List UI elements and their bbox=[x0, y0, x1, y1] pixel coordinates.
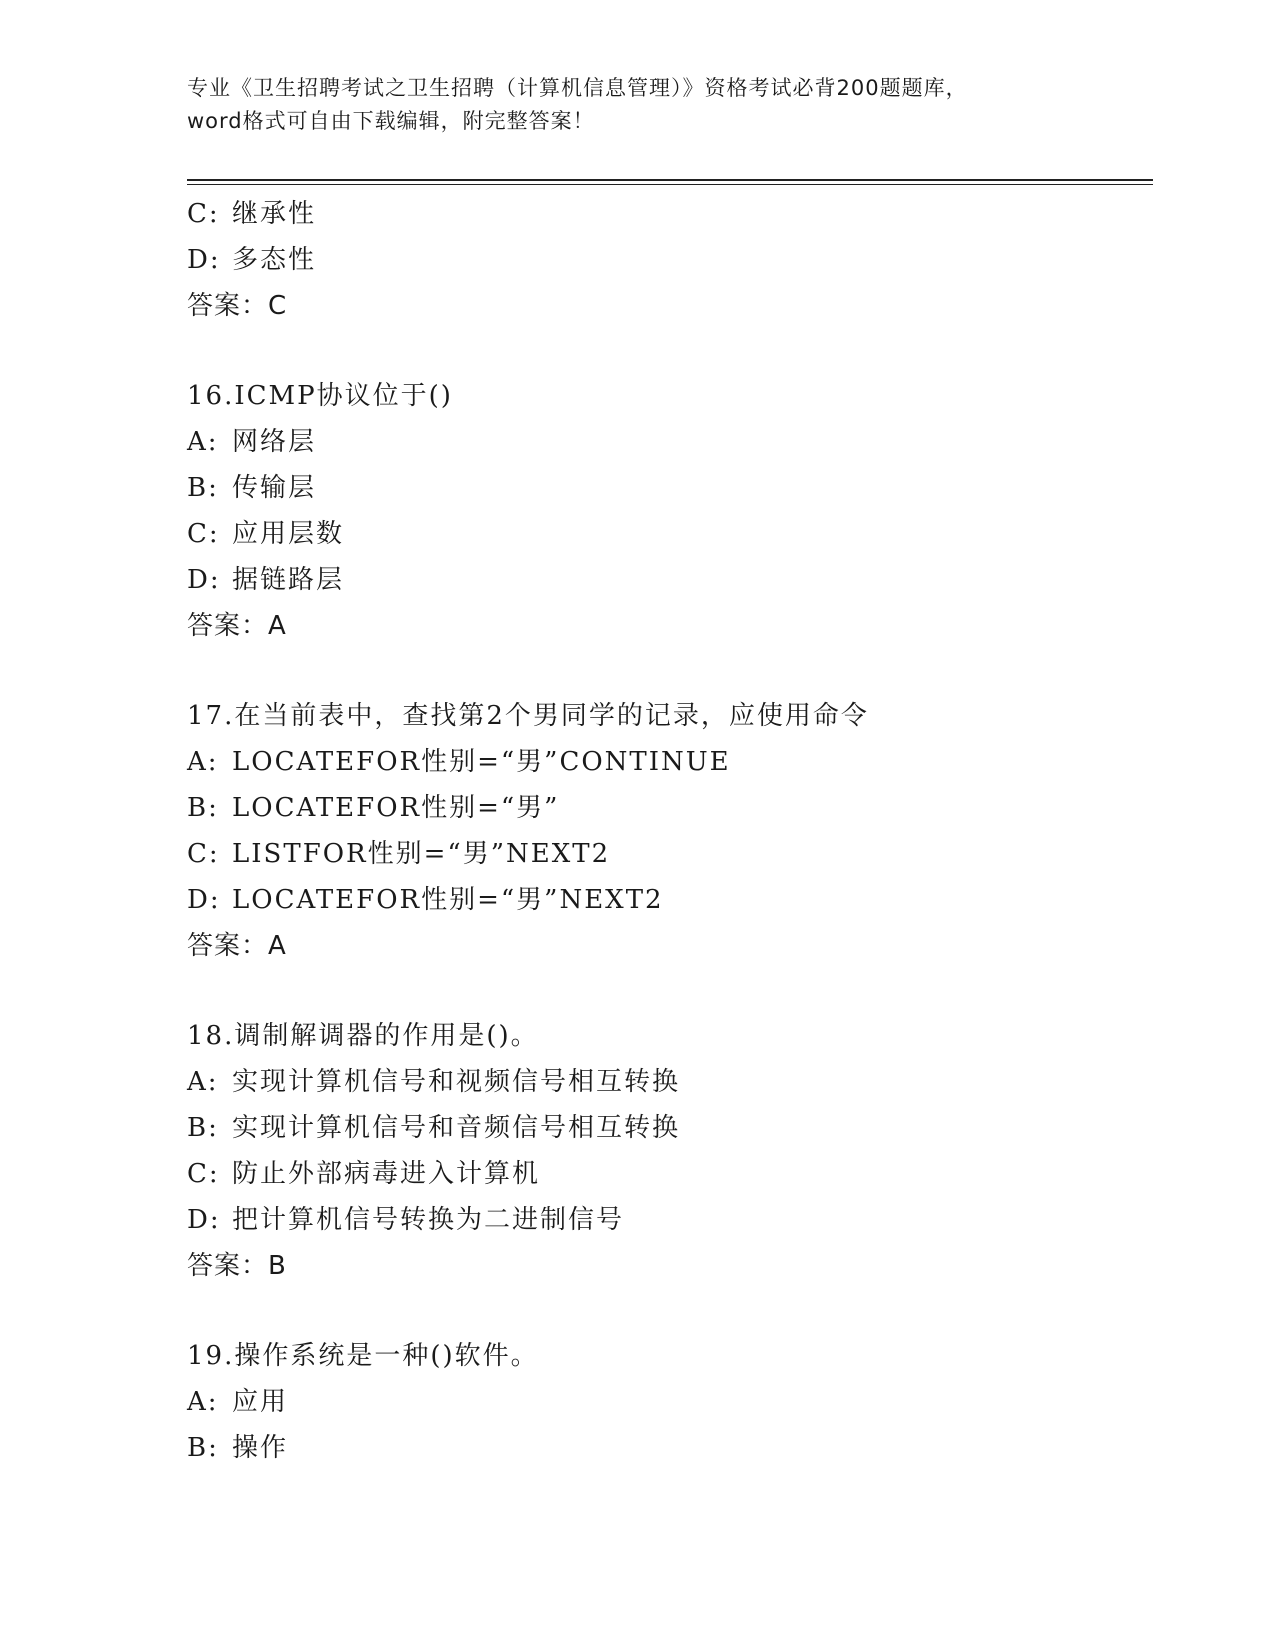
question-text: 16.ICMP协议位于() bbox=[187, 381, 453, 411]
question-list bbox=[187, 191, 1147, 1471]
option-text: 传输层 bbox=[232, 473, 317, 503]
answer-line: 答案：A bbox=[187, 611, 287, 641]
option-b bbox=[187, 1425, 1147, 1471]
option-d bbox=[187, 557, 1147, 603]
option-label: B: bbox=[187, 793, 219, 823]
option-b bbox=[187, 785, 1147, 831]
question-16 bbox=[187, 373, 1147, 649]
option-d bbox=[187, 1197, 1147, 1243]
option-c bbox=[187, 1151, 1147, 1197]
option-text: LOCATEFOR性别=“男” bbox=[232, 793, 560, 823]
question-17 bbox=[187, 693, 1147, 969]
option-text: LOCATEFOR性别=“男”NEXT2 bbox=[232, 885, 664, 915]
option-c bbox=[187, 831, 1147, 877]
option-b bbox=[187, 1105, 1147, 1151]
option-label: A: bbox=[187, 427, 219, 457]
option-label: D: bbox=[187, 565, 221, 595]
option-text: 实现计算机信号和视频信号相互转换 bbox=[232, 1067, 681, 1097]
option-label: B: bbox=[187, 473, 219, 503]
option-text: 应用层数 bbox=[232, 519, 345, 549]
option-label: A: bbox=[187, 1387, 219, 1417]
option-text: LOCATEFOR性别=“男”CONTINUE bbox=[232, 747, 731, 777]
option-c bbox=[187, 191, 1147, 237]
option-a bbox=[187, 739, 1147, 785]
option-label: A: bbox=[187, 747, 219, 777]
option-label: B: bbox=[187, 1433, 219, 1463]
question-text: 17.在当前表中，查找第2个男同学的记录，应使用命令 bbox=[187, 701, 869, 731]
option-b bbox=[187, 465, 1147, 511]
option-text: LISTFOR性别=“男”NEXT2 bbox=[232, 839, 611, 869]
option-d bbox=[187, 237, 1147, 283]
option-label: C: bbox=[187, 519, 220, 549]
option-text: 操作 bbox=[232, 1433, 289, 1463]
option-text: 把计算机信号转换为二进制信号 bbox=[232, 1205, 625, 1235]
option-label: A: bbox=[187, 1067, 219, 1097]
option-text: 多态性 bbox=[232, 245, 317, 275]
option-a bbox=[187, 419, 1147, 465]
header-divider-thick bbox=[187, 179, 1153, 181]
option-text: 网络层 bbox=[232, 427, 317, 457]
option-a bbox=[187, 1379, 1147, 1425]
answer-line: 答案：B bbox=[187, 1251, 287, 1281]
question-19 bbox=[187, 1333, 1147, 1471]
option-label: C: bbox=[187, 839, 220, 869]
question-18 bbox=[187, 1013, 1147, 1289]
question-15 bbox=[187, 191, 1147, 329]
option-label: D: bbox=[187, 1205, 221, 1235]
option-c bbox=[187, 511, 1147, 557]
option-label: C: bbox=[187, 1159, 220, 1189]
question-text: 18.调制解调器的作用是()。 bbox=[187, 1021, 539, 1051]
option-text: 实现计算机信号和音频信号相互转换 bbox=[232, 1113, 681, 1143]
header-line-1: 专业《卫生招聘考试之卫生招聘（计算机信息管理）》资格考试必背200题题库， bbox=[187, 76, 968, 100]
header-line-2: word格式可自由下载编辑，附完整答案！ bbox=[187, 109, 595, 133]
option-label: D: bbox=[187, 245, 221, 275]
option-text: 防止外部病毒进入计算机 bbox=[232, 1159, 541, 1189]
option-text: 据链路层 bbox=[232, 565, 345, 595]
option-label: C: bbox=[187, 199, 220, 229]
document-header bbox=[187, 72, 1087, 138]
option-a bbox=[187, 1059, 1147, 1105]
header-divider-thin bbox=[187, 184, 1153, 185]
option-text: 应用 bbox=[232, 1387, 289, 1417]
option-label: B: bbox=[187, 1113, 219, 1143]
option-d bbox=[187, 877, 1147, 923]
option-text: 继承性 bbox=[232, 199, 317, 229]
question-text: 19.操作系统是一种()软件。 bbox=[187, 1341, 539, 1371]
answer-line: 答案：A bbox=[187, 931, 287, 961]
answer-line: 答案：C bbox=[187, 291, 288, 321]
option-label: D: bbox=[187, 885, 221, 915]
